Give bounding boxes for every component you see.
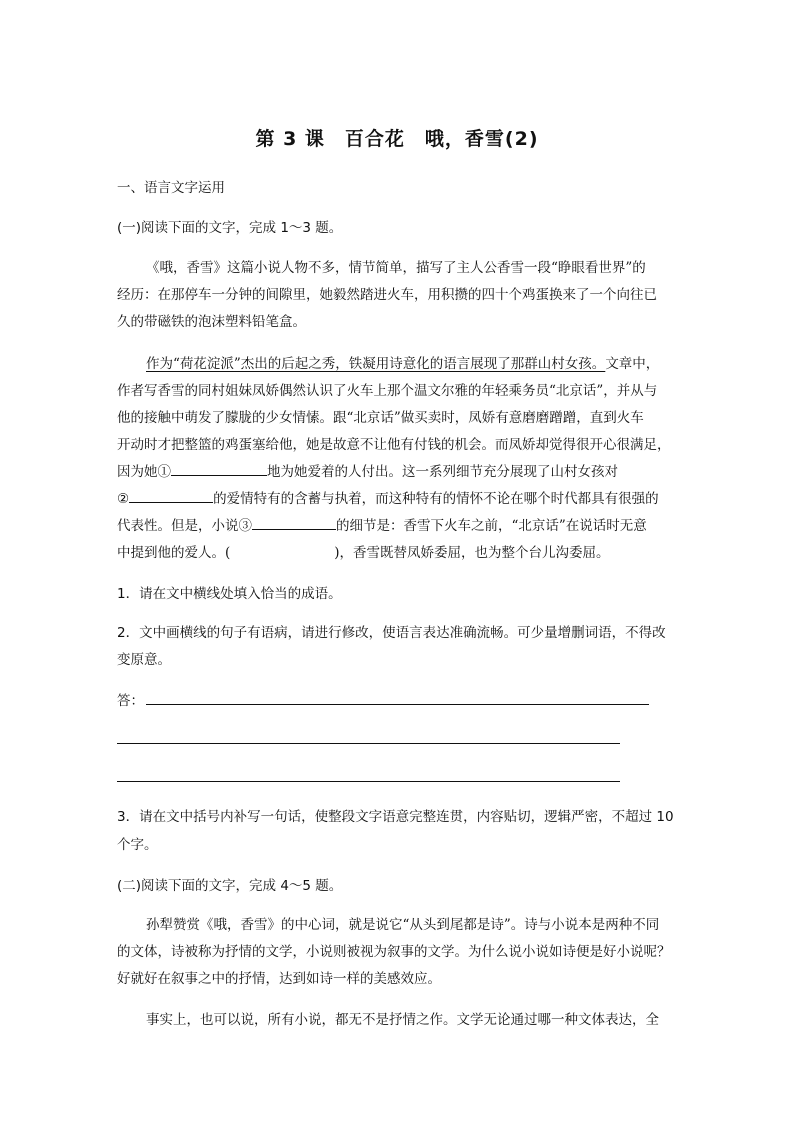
- passage1-p2-line1-rest: 文章中，: [605, 356, 660, 372]
- passage1-p2-line2: 作者写香雪的同村姐妹凤娇偶然认识了火车上那个温文尔雅的年轻乘务员“北京话”，并从与: [117, 383, 658, 399]
- line5-text-a: 因为她①: [117, 464, 171, 480]
- passage1-p2-line8: [117, 541, 610, 561]
- blank-2[interactable]: [129, 490, 213, 503]
- passage1-p1-line1: 《哦，香雪》这篇小说人物不多，情节简单，描写了主人公香雪一段“睁眼看世界”的: [146, 260, 646, 276]
- answer-line-3[interactable]: [117, 781, 620, 782]
- page-title: 第 3 课 百合花 哦，香雪(2): [255, 128, 539, 150]
- blank-3[interactable]: [252, 517, 336, 530]
- question-2-line1: 2．文中画横线的句子有语病，请进行修改，使语言表达准确流畅。可少量增删词语，不得改: [117, 625, 666, 641]
- line5-text-b: 地为她爱着的人付出。这一系列细节充分展现了山村女孩对: [267, 464, 618, 480]
- passage2-p1-line1: 孙犁赞赏《哦，香雪》的中心词，就是说它“从头到尾都是诗”。诗与小说本是两种不同: [146, 917, 660, 933]
- passage1-p2-line6: [117, 487, 659, 507]
- reading-instruction-1: (一)阅读下面的文字，完成 1～3 题。: [117, 220, 343, 236]
- blank-1[interactable]: [171, 463, 267, 476]
- passage1-p2-line5: [117, 460, 618, 480]
- section-heading: 一、语言文字运用: [117, 180, 225, 196]
- line8-text-a: 中提到他的爱人。(: [117, 545, 231, 561]
- line7-text-b: 的细节是：香雪下火车之前，“北京话”在说话时无意: [336, 518, 647, 534]
- answer-label: 答：: [117, 693, 144, 709]
- passage1-p2-line4: 开动时才把整篮的鸡蛋塞给他，她是故意不让他有付钱的机会。而凤娇却觉得很开心很满足，: [117, 437, 671, 453]
- line6-text-a: ②: [117, 491, 130, 507]
- passage1-p2-line7: [117, 514, 647, 534]
- passage2-p2-line1: 事实上，也可以说，所有小说，都无不是抒情之作。文学无论通过哪一种文体表达，全: [146, 1012, 659, 1028]
- line6-text-b: 的爱情特有的含蓄与执着，而这种特有的情怀不论在哪个时代都具有很强的: [213, 491, 659, 507]
- answer-line-2[interactable]: [117, 743, 620, 744]
- passage2-p1-line2: 的文体，诗被称为抒情的文学，小说则被视为叙事的文学。为什么说小说如诗便是好小说呢？: [117, 944, 671, 960]
- passage1-p2-line1: [146, 352, 659, 372]
- line8-text-b: )，香雪既替凤娇委屈，也为整个台儿沟委屈。: [334, 545, 610, 561]
- answer-line-1[interactable]: [146, 704, 649, 705]
- passage2-p1-line3: 好就好在叙事之中的抒情，达到如诗一样的美感效应。: [117, 971, 441, 987]
- passage1-p1-line3: 久的带磁铁的泡沫塑料铅笔盒。: [117, 314, 306, 330]
- question-3-line1: 3．请在文中括号内补写一句话，使整段文字语意完整连贯，内容贴切，逻辑严密，不超过 10: [117, 809, 674, 825]
- passage1-p2-line3: 他的接触中萌发了朦胧的少女情愫。跟“北京话”做买卖时，凤娇有意磨磨蹭蹭，直到火车: [117, 410, 644, 426]
- question-1: 1．请在文中横线处填入恰当的成语。: [117, 586, 342, 602]
- passage1-p1-line2: 经历：在那停车一分钟的间隙里，她毅然踏进火车，用积攒的四十个鸡蛋换来了一个向往已: [117, 287, 657, 303]
- underlined-sentence: 作为“荷花淀派”杰出的后起之秀，铁凝用诗意化的语言展现了那群山村女孩。: [146, 356, 606, 372]
- line7-text-a: 代表性。但是，小说③: [117, 518, 252, 534]
- question-3-line2: 个字。: [117, 837, 158, 853]
- reading-instruction-2: (二)阅读下面的文字，完成 4～5 题。: [117, 878, 343, 894]
- question-2-line2: 变原意。: [117, 652, 171, 668]
